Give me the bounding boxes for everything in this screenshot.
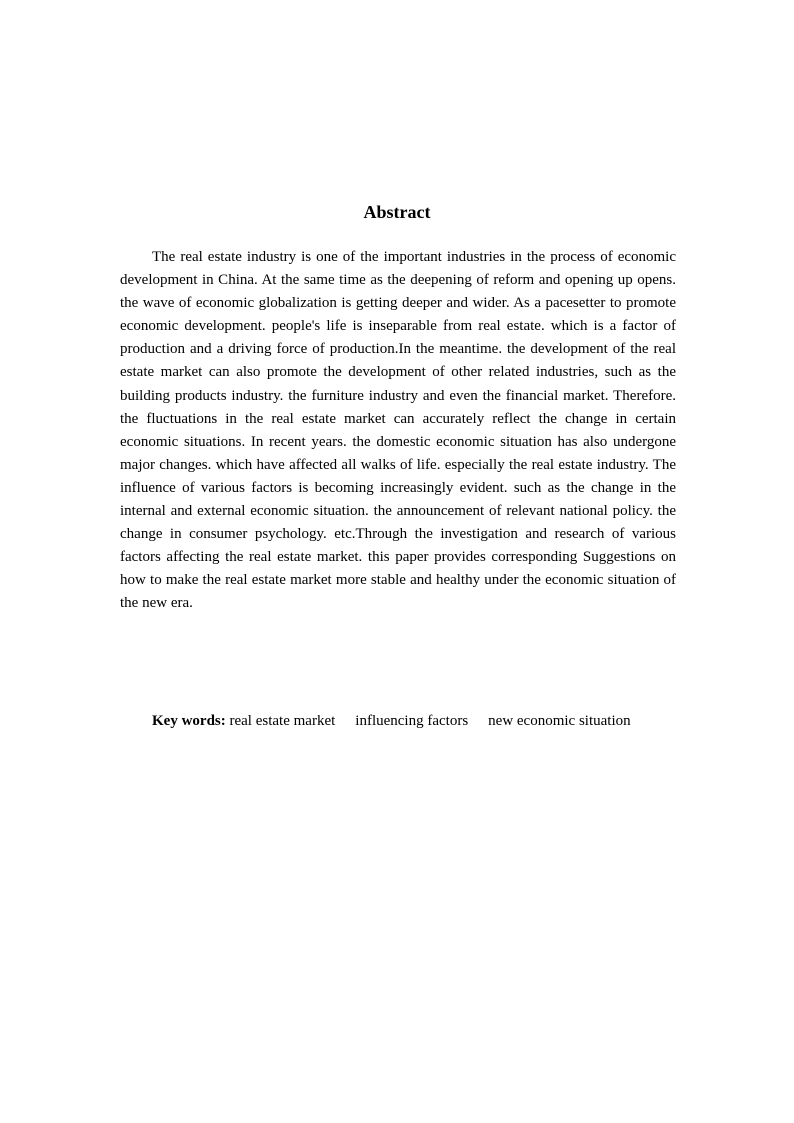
abstract-paragraph: The real estate industry is one of the important industries in the process of economic development in China. At the same time as the deepening of reform and opening up opens. the wave of economic globalization is getting deeper and wider. As a pacesetter to promote economic development. people's life is inseparable from real estate. which is a factor of production and a driving force of production.In the meantime. the development of the real estate market can also promote the development of other related industries, such as the building products industry. the furniture industry and even the financial market. Therefore. the fluctuations in the real estate market can accurately reflect the change in certain economic situations. In recent years. the domestic economic situation has also undergone major changes. which have affected all walks of life. especially the real estate industry. The influence of various factors is becoming increasingly evident. such as the change in the internal and external economic situation. the announcement of relevant national policy. the change in consumer psychology. etc.Through the investigation and research of various factors affecting the real estate market. this paper provides corresponding Suggestions on how to make the real estate market more stable and healthy under the economic situation of the new era. bbox=[120, 249, 676, 612]
keywords-label: Key words: bbox=[152, 713, 226, 729]
keywords-line bbox=[152, 710, 712, 733]
keyword-term: real estate market bbox=[229, 713, 336, 729]
keyword-term: new economic situation bbox=[488, 713, 631, 729]
keyword-term: influencing factors bbox=[355, 713, 469, 729]
abstract-title: Abstract bbox=[363, 202, 431, 222]
